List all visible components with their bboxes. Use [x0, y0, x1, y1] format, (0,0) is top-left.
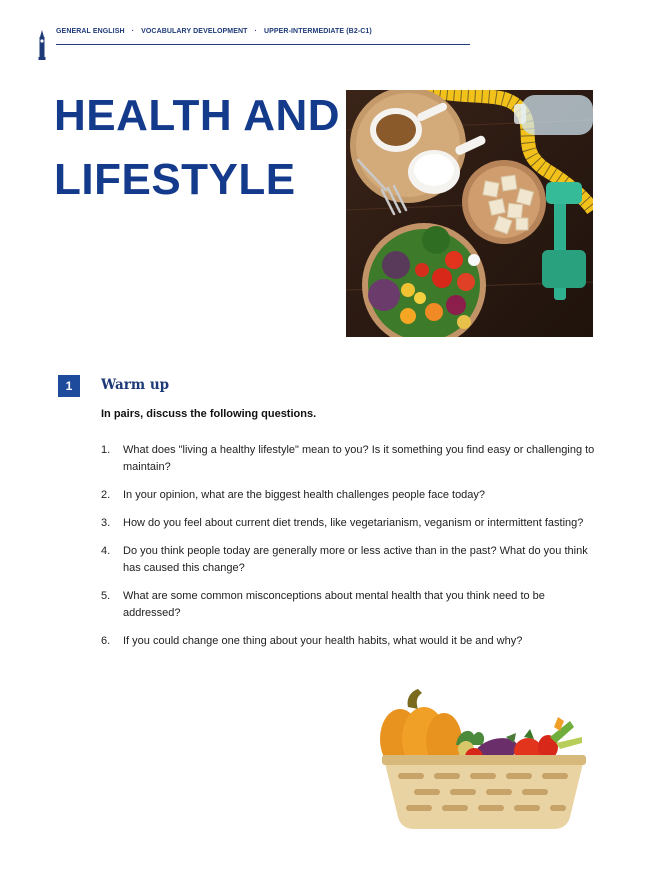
question-item: [101, 442, 597, 476]
question-text: If you could change one thing about your health habits, what would it be and why?: [123, 635, 523, 647]
question-text: How do you feel about current diet trends, like vegetarianism, veganism or intermittent fasting?: [123, 517, 584, 529]
breadcrumb: [56, 28, 372, 35]
question-number: 3.: [101, 517, 111, 529]
question-text: Do you think people today are generally more or less active than in the past? What do you think has caused this change?: [123, 545, 588, 574]
question-item: [101, 487, 597, 504]
big-ben-icon: [37, 30, 47, 60]
header-divider: [56, 44, 470, 45]
breadcrumb-module: VOCABULARY DEVELOPMENT: [141, 28, 248, 35]
question-list: [101, 442, 597, 661]
hero-image: [346, 90, 593, 337]
question-number: 1.: [101, 444, 111, 456]
vegetable-basket-illustration: [378, 687, 590, 832]
breadcrumb-separator: ·: [131, 28, 135, 35]
section-heading: Warm up: [101, 377, 170, 393]
question-number: 6.: [101, 635, 111, 647]
breadcrumb-level: UPPER-INTERMEDIATE (B2-C1): [263, 28, 372, 35]
question-item: [101, 588, 597, 622]
question-text: In your opinion, what are the biggest health challenges people face today?: [123, 489, 486, 501]
section-number-badge: 1: [58, 375, 80, 397]
question-text: What are some common misconceptions about mental health that you think need to be addressed?: [123, 590, 545, 619]
question-number: 4.: [101, 545, 111, 557]
title-line-2: LIFESTYLE: [54, 155, 296, 204]
question-item: [101, 543, 597, 577]
title-line-1: HEALTH AND: [54, 91, 341, 140]
question-item: [101, 515, 597, 532]
section-instructions: In pairs, discuss the following questions.: [101, 408, 317, 420]
question-text: What does "living a healthy lifestyle" mean to you? Is it something you find easy or challenging to maintain?: [123, 444, 595, 473]
question-number: 2.: [101, 489, 111, 501]
breadcrumb-course: GENERAL ENGLISH: [56, 28, 125, 35]
healthy-food-photo: [346, 90, 593, 337]
question-number: 5.: [101, 590, 111, 602]
breadcrumb-separator: ·: [254, 28, 257, 35]
page-title: [54, 84, 344, 212]
question-item: [101, 633, 597, 650]
